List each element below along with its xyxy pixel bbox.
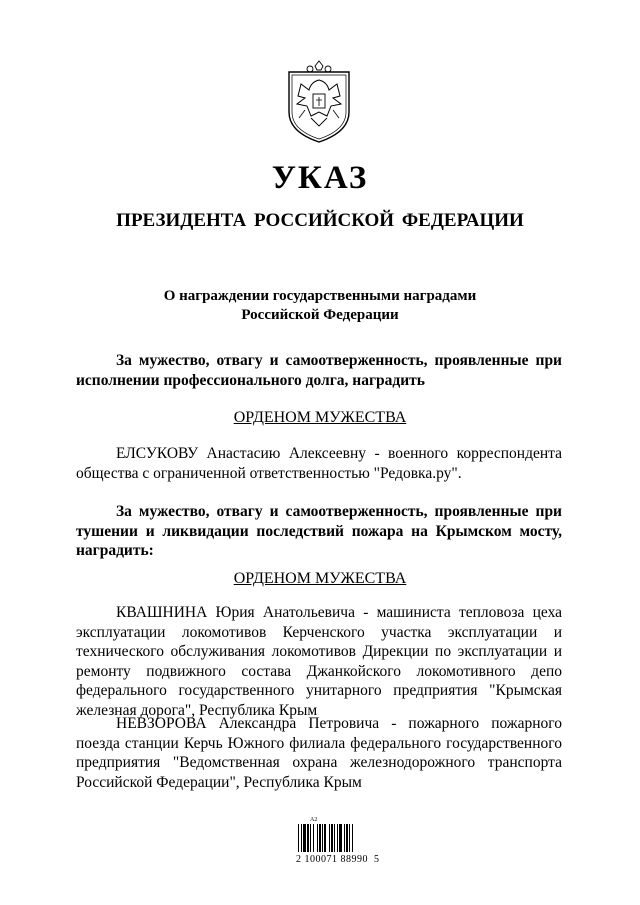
- section2-recipient-2: НЕВЗОРОВА Александра Петровича - пожарного пожарного поезда станции Керчь Южного филиала федерального государственного предприятия "Ведомственная охрана железнодорожного транспорта Российской Федерации", Республика Крым: [76, 715, 562, 791]
- subject-line-2: Российской Федерации: [241, 307, 399, 323]
- section2-award: ОРДЕНОМ МУЖЕСТВА: [233, 570, 407, 587]
- subject-line-1: О награждении государственными наградами: [163, 288, 477, 304]
- decree-title: УКАЗ: [271, 160, 369, 196]
- barcode-number: 2 100071 88990 5: [296, 854, 380, 865]
- coat-of-arms-emblem: [281, 60, 357, 144]
- section1-preamble: За мужество, отвагу и самоотверженность, проявленные при исполнении профессионального долга, наградить: [76, 352, 562, 389]
- svg-text:A2: A2: [310, 817, 318, 823]
- section1-award: ОРДЕНОМ МУЖЕСТВА: [233, 409, 407, 426]
- decree-subject: [0, 287, 640, 325]
- section1-recipient: ЕЛСУКОВУ Анастасию Алексеевну - военного корреспондента общества с ограниченной ответственностью "Редовка.ру".: [76, 445, 562, 482]
- decree-subtitle: ПРЕЗИДЕНТА РОССИЙСКОЙ ФЕДЕРАЦИИ: [116, 210, 524, 231]
- section2-preamble: За мужество, отвагу и самоотверженность, проявленные при тушении и ликвидации последствий пожара на Крымском мосту, наградить:: [76, 503, 562, 559]
- section2-recipient-1: КВАШНИНА Юрия Анатольевича - машиниста тепловоза цеха эксплуатации локомотивов Керченского участка эксплуатации и технического обслуживания локомотивов Дирекции по эксплуатации и ремонту подвижного состава Джанкойского локомотивного депо федерального государственного унитарного предприятия "Крымская железная дорога", Республика Крым: [76, 604, 562, 719]
